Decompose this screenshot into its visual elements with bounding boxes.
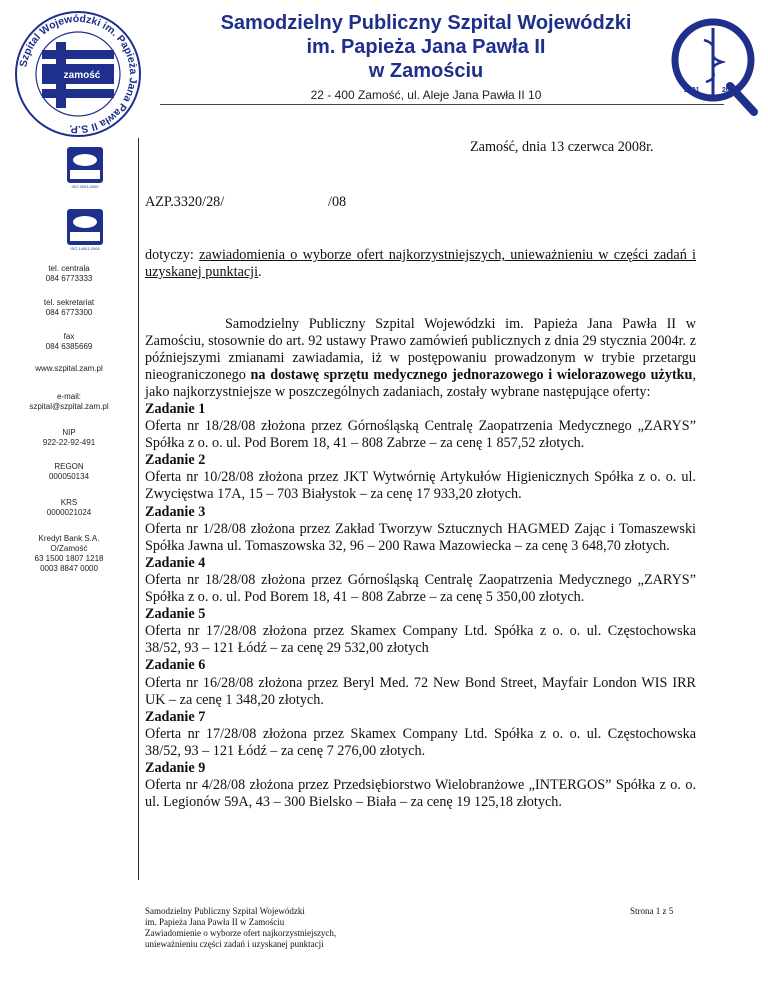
header-address: 22 - 400 Zamość, ul. Aleje Jana Pawła II 10	[310, 88, 542, 102]
list-item: Zadanie 9 Oferta nr 4/28/08 złożona przez Przedsiębiorstwo Wielobranżowe „INTERGOS” Spółka z o. o. ul. Legionów 59A, 43 – 300 Bielsko – Biała – za cenę 19 125,18 złotych.	[145, 759, 696, 811]
reference-suffix: /08	[328, 194, 347, 210]
footer-note: Samodzielny Publiczny Szpital Wojewódzki im. Papieża Jana Pawła II w Zamościu Zawiadomienie o wyborze ofert najkorzystniejszych, unieważnieniu części zadań i uzyskanej punktacji	[145, 906, 337, 949]
list-item: Zadanie 4 Oferta nr 18/28/08 złożona przez Górnośląską Centralę Zaopatrzenia Medycznego „ZARYS” Spółka z o. o. ul. Pod Borem 18, 41 – 808 Zabrze – za cenę 5 350,00 złotych.	[145, 554, 696, 606]
header-title-line2: im. Papieża Jana Pawła II	[306, 36, 546, 58]
reference-number: AZP.3320/28/	[145, 194, 225, 210]
contact-website: www.szpital.zam.pl	[35, 364, 103, 373]
intro-paragraph: Samodzielny Publiczny Szpital Wojewódzki im. Papieża Jana Pawła II w Zamościu, stosownie do art. 92 ustawy Prawo zamówień publicznych z dnia 29 stycznia 2004r. z późniejszymi zmianami zawiadamia, iż w postępowaniu prowadzonym w trybie przetargu nieograniczonego na dostawę sprzętu medycznego jednorazowego i wielorazowego użytku, jako najkorzystniejsze w poszczególnych zadaniach, zostały wybrane następujące oferty:	[145, 316, 696, 401]
letter-date: Zamość, dnia 13 czerwca 2008r.	[470, 139, 654, 155]
list-item: Zadanie 1 Oferta nr 18/28/08 złożona przez Górnośląską Centralę Zaopatrzenia Medycznego „ZARYS” Spółka z o. o. ul. Pod Borem 18, 41 – 808 Zabrze – za cenę 1 857,52 złotych.	[145, 401, 696, 452]
svg-text:Szpital Wojewódzki im. Papieża: Szpital Wojewódzki im. Papieża Jana Pawła II S.P.	[17, 12, 140, 136]
list-item: Zadanie 3 Oferta nr 1/28/08 złożona przez Zakład Tworzyw Sztucznych HAGMED Zając i Tomaszewski Spółka Jawna ul. Tomaszowska 32, 96 – 200 Rawa Mazowiecka – za cenę 3 648,70 złotych.	[145, 503, 696, 554]
certificate-badge-iso14001	[66, 208, 104, 252]
svg-text:zamość: zamość	[63, 70, 101, 81]
header-title-line3: w Zamościu	[368, 60, 484, 82]
hospital-logo	[12, 8, 144, 140]
letter-subject: dotyczy: zawiadomienia o wyborze ofert najkorzystniejszych, unieważnieniu w części zadań i uzyskanej punktacji.	[145, 247, 696, 281]
list-item: Zadanie 5 Oferta nr 17/28/08 złożona przez Skamex Company Ltd. Spółka z o. o. ul. Częstochowska 38/52, 93 – 121 Łódź – za cenę 29 532,00 złotych	[145, 606, 696, 657]
svg-text:ISO 9001:2000: ISO 9001:2000	[71, 184, 99, 189]
page-number: Strona 1 z 5	[630, 906, 674, 916]
contact-email: e-mail: szpital@szpital.zam.pl	[29, 392, 109, 411]
svg-text:2001: 2001	[684, 87, 700, 94]
contact-phone-secretariat: tel. sekretariat 084 6773300	[43, 298, 95, 317]
sidebar-divider	[138, 138, 139, 880]
contact-regon: REGON 000050134	[48, 462, 90, 481]
header-title-line1: Samodzielny Publiczny Szpital Wojewódzki	[220, 12, 632, 34]
contact-nip: NIP 922-22-92-491	[42, 428, 96, 447]
contact-phone-central: tel. centrala 084 6773333	[45, 264, 93, 283]
certificate-badge-iso9001	[66, 146, 104, 190]
contact-fax: fax 084 6385669	[45, 332, 93, 351]
svg-text:2010: 2010	[722, 87, 738, 94]
svg-text:ISO 14001:2004: ISO 14001:2004	[70, 246, 100, 251]
quality-q-logo	[668, 16, 762, 116]
list-item: Zadanie 6 Oferta nr 16/28/08 złożona przez Beryl Med. 72 New Bond Street, Mayfair London WIS IRR UK – za cenę 1 348,20 złotych.	[145, 657, 696, 708]
contact-bank: Kredyt Bank S.A. O/Zamość 63 1500 1807 1218 0003 8847 0000	[34, 534, 104, 573]
tasks-list	[145, 401, 696, 811]
contact-krs: KRS 0000021024	[46, 498, 92, 517]
list-item: Zadanie 7 Oferta nr 17/28/08 złożona przez Skamex Company Ltd. Spółka z o. o. ul. Częstochowska 38/52, 93 – 121 Łódź – za cenę 7 276,00 złotych.	[145, 708, 696, 759]
list-item: Zadanie 2 Oferta nr 10/28/08 złożona przez JKT Wytwórnię Artykułów Higienicznych Spółka z o. o. ul. Zwycięstwa 17A, 15 – 703 Białystok – za cenę 17 933,20 złotych.	[145, 452, 696, 503]
header-divider	[160, 104, 724, 105]
